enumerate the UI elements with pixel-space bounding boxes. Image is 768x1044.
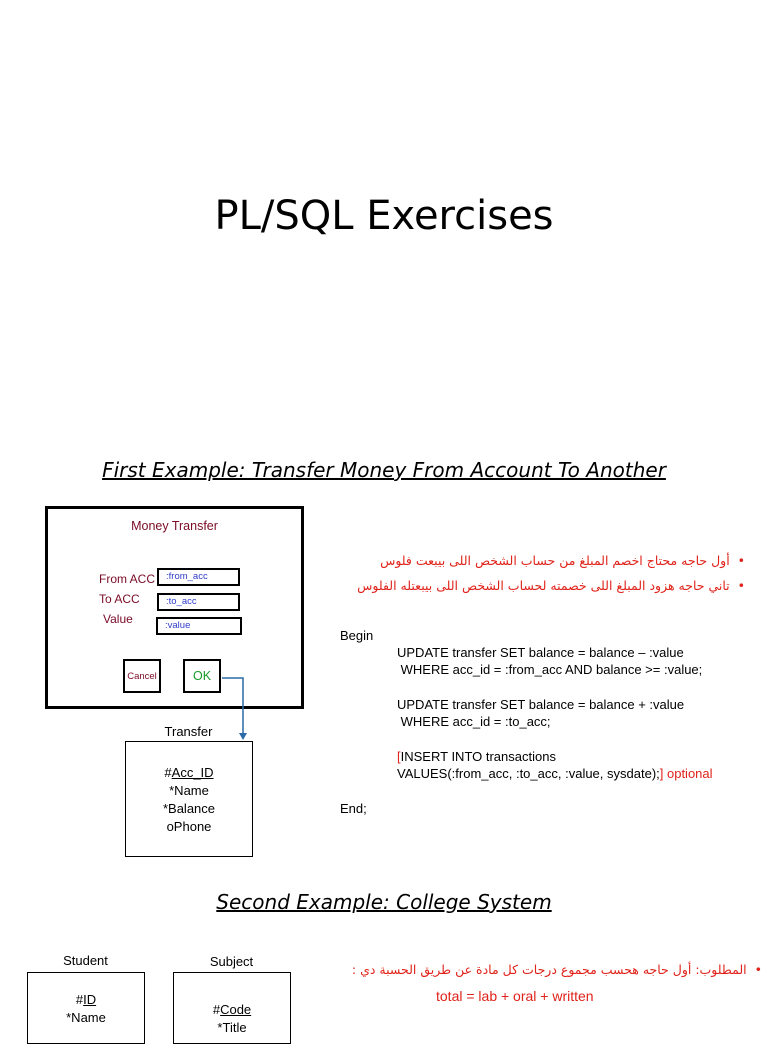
code-line: UPDATE transfer SET balance = balance + :value [397, 697, 685, 712]
code-line: WHERE acc_id = :to_acc; [397, 714, 551, 729]
transfer-entity-title: Transfer [164, 724, 213, 739]
form-title: Money Transfer [131, 519, 218, 533]
code-begin: Begin [340, 628, 374, 643]
student-entity-id: #ID [75, 992, 97, 1007]
value-label: Value [103, 612, 133, 626]
cancel-button[interactable]: Cancel [123, 659, 161, 693]
bullet-item: • تاني حاجه هزود المبلغ اللى خصمته لحساب الشخص اللى بيبعتله الفلوس [357, 578, 745, 593]
code-line: UPDATE transfer SET balance = balance – :value [397, 645, 684, 660]
subject-entity-box [173, 972, 291, 1044]
code-line: [INSERT INTO transactions [397, 749, 556, 764]
value-field[interactable]: :value [156, 617, 242, 635]
from-acc-label: From ACC [99, 572, 156, 586]
bullet-item: • المطلوب: أول حاجه هحسب مجموع درجات كل مادة عن طريق الحسبة دي : [351, 962, 762, 977]
bullet-icon: • [729, 553, 745, 568]
code-end: End; [340, 801, 367, 816]
to-acc-label: To ACC [99, 592, 140, 606]
subject-entity-id: #Code [212, 1002, 252, 1017]
subject-entity-attr: *Title [217, 1020, 247, 1035]
page-title: PL/SQL Exercises [214, 193, 554, 239]
student-entity-title: Student [63, 953, 108, 968]
bullet-icon: • [729, 578, 745, 593]
from-acc-field[interactable]: :from_acc [157, 568, 240, 586]
example1-heading: First Example: Transfer Money From Account To Another [102, 458, 666, 482]
transfer-entity-attr: oPhone [166, 819, 212, 834]
subject-entity-title: Subject [209, 954, 254, 969]
transfer-entity-attr: *Balance [162, 801, 216, 816]
student-entity-attr: *Name [66, 1010, 106, 1025]
code-line: WHERE acc_id = :from_acc AND balance >= :value; [397, 662, 703, 677]
transfer-entity-box [125, 741, 253, 857]
bullet-icon: • [746, 962, 762, 977]
transfer-entity-id: #Acc_ID [164, 765, 214, 780]
student-entity-box [27, 972, 145, 1044]
transfer-entity-attr: *Name [169, 783, 209, 798]
code-line: VALUES(:from_acc, :to_acc, :value, sysdate);] optional [397, 766, 713, 781]
formula: total = lab + oral + written [436, 988, 594, 1004]
example2-heading: Second Example: College System [216, 890, 552, 914]
to-acc-field[interactable]: :to_acc [157, 593, 240, 611]
bullet-item: • أول حاجه محتاج اخصم المبلغ من حساب الشخص اللى بيبعت فلوس [380, 553, 745, 568]
ok-button[interactable]: OK [183, 659, 221, 693]
